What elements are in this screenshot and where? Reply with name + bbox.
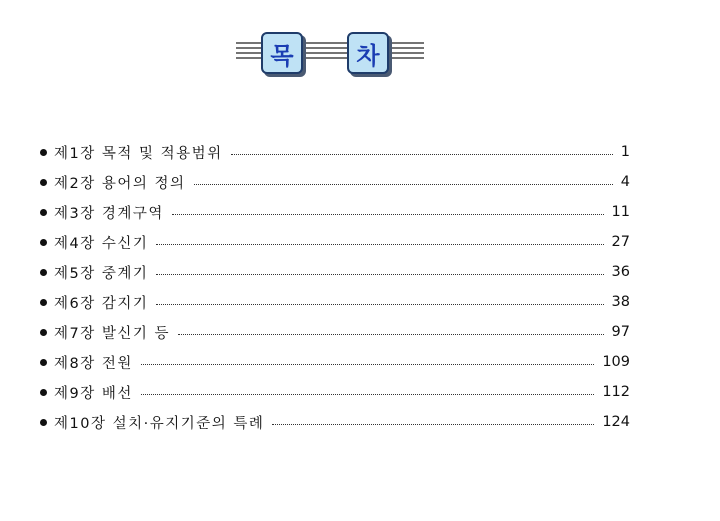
toc-entry-label: 제6장 감지기 xyxy=(54,295,149,312)
toc-entry[interactable] xyxy=(40,347,630,377)
toc-entry-label: 제1장 목적 및 적용범위 xyxy=(54,145,223,162)
toc-entry[interactable] xyxy=(40,377,630,407)
toc-entry-page: 124 xyxy=(602,414,630,430)
toc-entry[interactable] xyxy=(40,227,630,257)
toc-entry[interactable] xyxy=(40,257,630,287)
toc-entry-page: 36 xyxy=(611,264,630,280)
dot-leader xyxy=(194,184,613,185)
toc-entry-page: 11 xyxy=(611,204,630,220)
toc-entry[interactable] xyxy=(40,167,630,197)
bullet-icon xyxy=(40,299,47,306)
toc-entry-page: 97 xyxy=(611,324,630,340)
toc-entry-page: 1 xyxy=(620,144,630,160)
bullet-icon xyxy=(40,179,47,186)
dot-leader xyxy=(178,334,604,335)
toc-entry[interactable] xyxy=(40,317,630,347)
toc-list xyxy=(40,137,630,437)
title-char-box-1 xyxy=(261,32,303,74)
toc-entry-page: 4 xyxy=(620,174,630,190)
toc-entry-page: 112 xyxy=(602,384,630,400)
toc-entry[interactable] xyxy=(40,197,630,227)
toc-title xyxy=(236,30,426,76)
toc-entry-label: 제4장 수신기 xyxy=(54,235,149,252)
toc-entry[interactable] xyxy=(40,137,630,167)
bullet-icon xyxy=(40,269,47,276)
dot-leader xyxy=(156,304,603,305)
toc-entry-label: 제2장 용어의 정의 xyxy=(54,175,186,192)
toc-entry[interactable] xyxy=(40,287,630,317)
toc-entry-label: 제8장 전원 xyxy=(54,355,133,372)
toc-entry-page: 38 xyxy=(611,294,630,310)
toc-entry[interactable] xyxy=(40,407,630,437)
title-char-box-2 xyxy=(347,32,389,74)
bullet-icon xyxy=(40,389,47,396)
toc-entry-label: 제5장 중계기 xyxy=(54,265,149,282)
toc-entry-page: 109 xyxy=(602,354,630,370)
dot-leader xyxy=(272,424,594,425)
bullet-icon xyxy=(40,239,47,246)
toc-entry-label: 제10장 설치·유지기준의 특례 xyxy=(54,415,265,432)
toc-entry-label: 제9장 배선 xyxy=(54,385,133,402)
bullet-icon xyxy=(40,209,47,216)
dot-leader xyxy=(156,274,603,275)
bullet-icon xyxy=(40,329,47,336)
title-char-1: 목 xyxy=(270,41,294,70)
bullet-icon xyxy=(40,149,47,156)
dot-leader xyxy=(172,214,604,215)
dot-leader xyxy=(141,394,594,395)
dot-leader xyxy=(231,154,613,155)
dot-leader xyxy=(141,364,594,365)
toc-entry-page: 27 xyxy=(611,234,630,250)
bullet-icon xyxy=(40,419,47,426)
dot-leader xyxy=(156,244,603,245)
toc-entry-label: 제7장 발신기 등 xyxy=(54,325,170,342)
title-char-2: 차 xyxy=(356,41,380,70)
toc-entry-label: 제3장 경계구역 xyxy=(54,205,164,222)
bullet-icon xyxy=(40,359,47,366)
